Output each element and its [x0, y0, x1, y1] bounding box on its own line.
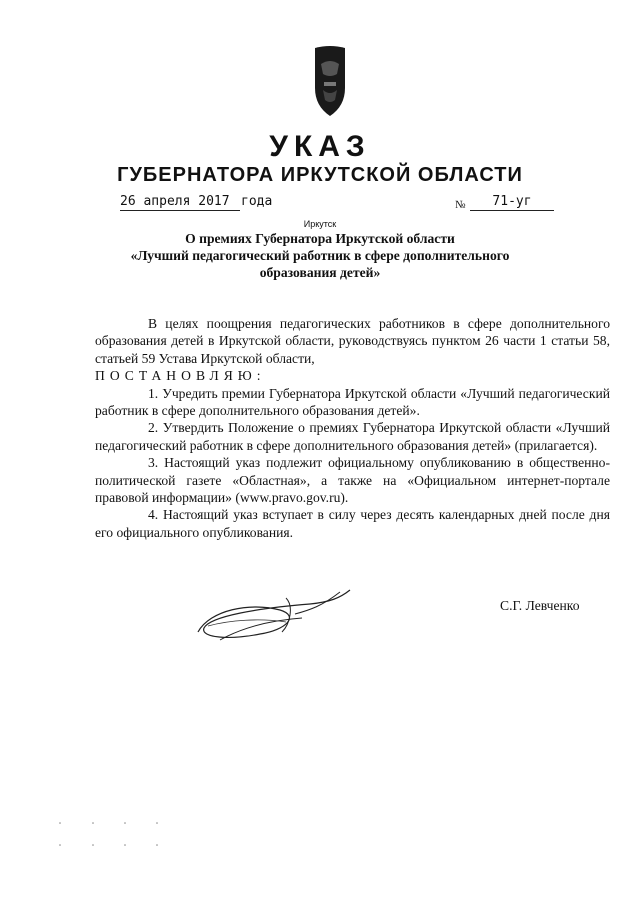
clause-1: 1. Учредить премии Губернатора Иркутской области «Лучший педагогический работник в сфере дополнительного образования детей».: [95, 385, 610, 419]
preamble-paragraph: В целях поощрения педагогических работников в сфере дополнительного образования детей в Иркутской области, руководствуясь пунктом 26 части 1 статьи 58, статьей 59 Устава Иркутской области,: [95, 316, 610, 366]
clause-4: 4. Настоящий указ вступает в силу через десять календарных дней после дня его официального опубликования.: [95, 507, 610, 540]
clause-2: 2. Утвердить Положение о премиях Губернатора Иркутской области «Лучший педагогический работник в сфере дополнительного образования детей» (прилагается).: [95, 420, 610, 453]
handwritten-signature: [190, 580, 355, 650]
heading-line-3: образования детей»: [259, 265, 381, 280]
decree-body: [95, 315, 610, 541]
document-subtitle: ГУБЕРНАТОРА ИРКУТСКОЙ ОБЛАСТИ: [117, 164, 523, 186]
heading-line-2: «Лучший педагогический работник в сфере дополнительного: [130, 248, 510, 263]
document-title: УКАЗ: [269, 130, 371, 163]
decree-heading: [120, 230, 520, 281]
number-sign: №: [455, 199, 466, 211]
signatory-name: С.Г. Левченко: [500, 598, 580, 613]
place-of-issue: Иркутск: [303, 219, 337, 229]
clause-3: 3. Настоящий указ подлежит официальному опубликованию в общественно-политической газете «Областная», а также на «Официальном интернет-портале правовой информации» (www.pravo.gov.ru).: [95, 455, 610, 506]
decree-number: 71-уг: [470, 194, 554, 211]
decree-date: 26 апреля 2017: [120, 194, 240, 211]
resolve-word: ПОСТАНОВЛЯЮ:: [95, 368, 266, 384]
coat-of-arms-icon: [311, 44, 349, 118]
decree-date-suffix: года: [241, 194, 273, 209]
scan-speckles: [55, 820, 205, 850]
heading-line-1: О премиях Губернатора Иркутской области: [185, 231, 455, 246]
